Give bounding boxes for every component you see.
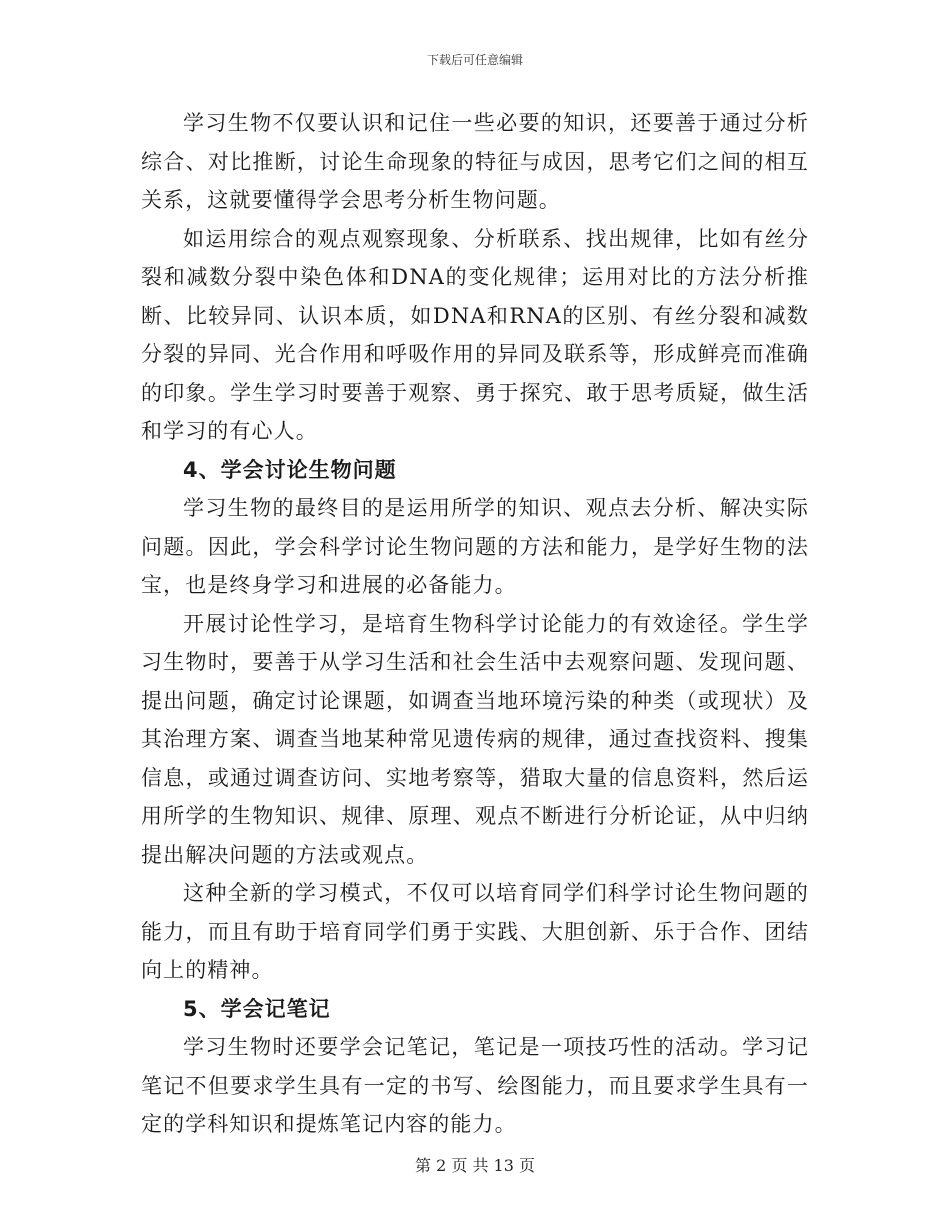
- page-header: 下载后可任意编辑: [426, 53, 523, 67]
- paragraph-research-learning: 开展讨论性学习，是培育生物科学讨论能力的有效途径。学生学习生物时，要善于从学习生活和社会生活中去观察问题、发现问题、提出问题，确定讨论课题，如调查当地环境污染的种类（或现状）及其治理方案、调查当地某种常见遗传病的规律，通过查找资料、搜集信息，或通过调查访问、实地考察等，猎取大量的信息资料，然后运用所学的生物知识、规律、原理、观点不断进行分析论证，从中归纳提出解决问题的方法或观点。: [141, 611, 809, 867]
- section-heading-notes: 5、学会记笔记: [183, 996, 331, 1021]
- section-heading-discussion: 4、学会讨论生物问题: [183, 457, 397, 482]
- paragraph-new-learning-mode: 这种全新的学习模式，不仅可以培育同学们科学讨论生物问题的能力，而且有助于培育同学们勇于实践、大胆创新、乐于合作、团结向上的精神。: [141, 881, 809, 982]
- paragraph-thinking-analysis: 学习生物不仅要认识和记住一些必要的知识，还要善于通过分析综合、对比推断，讨论生命现象的特征与成因，思考它们之间的相互关系，这就要懂得学会思考分析生物问题。: [141, 111, 809, 212]
- paragraph-ultimate-goal: 学习生物的最终目的是运用所学的知识、观点去分析、解决实际问题。因此，学会科学讨论生物问题的方法和能力，是学好生物的法宝，也是终身学习和进展的必备能力。: [141, 496, 809, 597]
- paragraph-taking-notes: 学习生物时还要学会记笔记，笔记是一项技巧性的活动。学习记笔记不但要求学生具有一定的书写、绘图能力，而且要求学生具有一定的学科知识和提炼笔记内容的能力。: [141, 1035, 809, 1136]
- page-number: 第 2 页 共 13 页: [415, 1156, 535, 1175]
- document-body: [141, 104, 809, 1144]
- paragraph-comparison-examples: 如运用综合的观点观察现象、分析联系、找出规律，比如有丝分裂和减数分裂中染色体和DNA的变化规律；运用对比的方法分析推断、比较异同、认识本质，如DNA和RNA的区别、有丝分裂和减数分裂的异同、光合作用和呼吸作用的异同及联系等，形成鲜亮而准确的印象。学生学习时要善于观察、勇于探究、敢于思考质疑，做生活和学习的有心人。: [141, 226, 809, 443]
